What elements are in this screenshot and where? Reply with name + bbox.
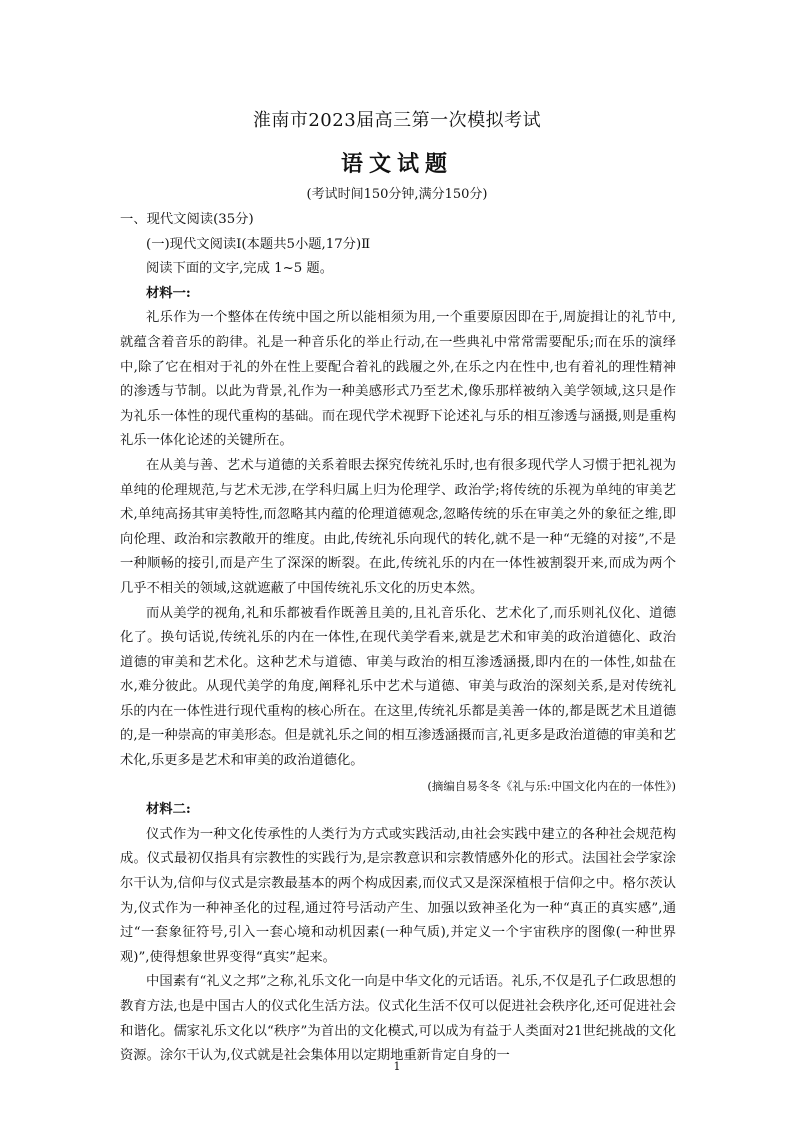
material-one-paragraph: 在从美与善、艺术与道德的关系着眼去探究传统礼乐时,也有很多现代学人习惯于把礼视为单纯的伦理规范,与艺术无涉,在学科归属上归为伦理学、政治学;将传统的乐视为单纯的审美艺术,单纯高扬其审美特性,而忽略其内蕴的伦理道德观念,忽略传统的乐在审美之外的象征之维,即向伦理、政治和宗教敞开的维度。由此,传统礼乐向现代的转化,就不是一种“无缝的对接”,不是一种顺畅的接引,而是产生了深深的断裂。在此,传统礼乐的内在一体性被割裂开来,而成为两个几乎不相关的领域,这就遮蔽了中国传统礼乐文化的历史本然。 [120,457,676,596]
material-one-paragraph: 礼乐作为一个整体在传统中国之所以能相须为用,一个重要原因即在于,周旋揖让的礼节中,就蕴含着音乐的韵律。礼是一种音乐化的举止行动,在一些典礼中常常需要配乐;而在乐的演绎中,除了它在相对于礼的外在性上要配合着礼的践履之外,在乐之内在性中,也有着礼的理性精神的渗透与节制。以此为背景,礼作为一种美感形式乃至艺术,像乐那样被纳入美学领域,这只是作为礼乐一体性的现代重构的基础。而在现代学术视野下论述礼与乐的相互渗透与涵摄,则是重构礼乐一体化论述的关键所在。 [120,310,676,449]
material-one-paragraph: 而从美学的视角,礼和乐都被看作既善且美的,且礼音乐化、艺术化了,而乐则礼仪化、道德化了。换句话说,传统礼乐的内在一体性,在现代美学看来,就是艺术和审美的政治道德化、政治道德的审美和艺术化。这种艺术与道德、审美与政治的相互渗透涵摄,即内在的一体性,如盐在水,难分彼此。从现代美学的角度,阐释礼乐中艺术与道德、审美与政治的深刻关系,是对传统礼乐的内在一体性进行现代重构的核心所在。在这里,传统礼乐都是美善一体的,都是既艺术且道德的,是一种崇高的审美形态。但是就礼乐之间的相互渗透涵摄而言,礼更多是政治道德的审美和艺术化,乐更多是艺术和审美的政治道德化。 [120,605,676,769]
material-two-paragraph: 中国素有“礼义之邦”之称,礼乐文化一向是中华文化的元话语。礼乐,不仅是孔子仁政思想的教育方法,也是中国古人的仪式化生活方法。仪式化生活不仅可以促进社会秩序化,还可促进社会和谐化。儒家礼乐文化以“秩序”为首出的文化模式,可以成为有益于人类面对21世纪挑战的文化资源。涂尔干认为,仪式就是社会集体用以定期地重新肯定自身的一 [120,974,676,1064]
material-two-label: 材料二: [146,802,191,818]
material-two-paragraph: 仪式作为一种文化传承性的人类行为方式或实践活动,由社会实践中建立的各种社会规范构成。仪式最初仅指具有宗教性的实践行为,是宗教意识和宗教情感外化的形式。法国社会学家涂尔干认为,信仰与仪式是宗教最基本的两个构成因素,而仪式又是深深植根于信仰之中。格尔茨认为,仪式作为一种神圣化的过程,通过符号活动产生、加强以致神圣化为一种“真正的真实感”,通过“一套象征符号,引入一套心境和动机因素(一种气质),并定义一个宇宙秩序的图像(一种世界观)”,使得想象世界变得“真实”起来。 [120,826,676,965]
material-one-source: (摘编自易冬冬《礼与乐:中国文化内在的一体性》) [427,778,676,793]
exam-title: 淮南市2023届高三第一次模拟考试 [252,110,542,131]
exam-info: (考试时间150分钟,满分150分) [306,187,488,202]
page-number: 1 [393,1060,401,1073]
subject-title: 语文试题 [340,151,453,177]
reading-instruction: 阅读下面的文字,完成 1~5 题。 [146,261,334,277]
material-one-label: 材料一: [146,285,191,301]
section-heading: 一、现代文阅读(35分) [120,212,254,227]
sub-section-heading: (一)现代文阅读Ⅰ(本题共5小题,17分)Ⅱ [146,236,371,252]
exam-body [120,208,676,1069]
